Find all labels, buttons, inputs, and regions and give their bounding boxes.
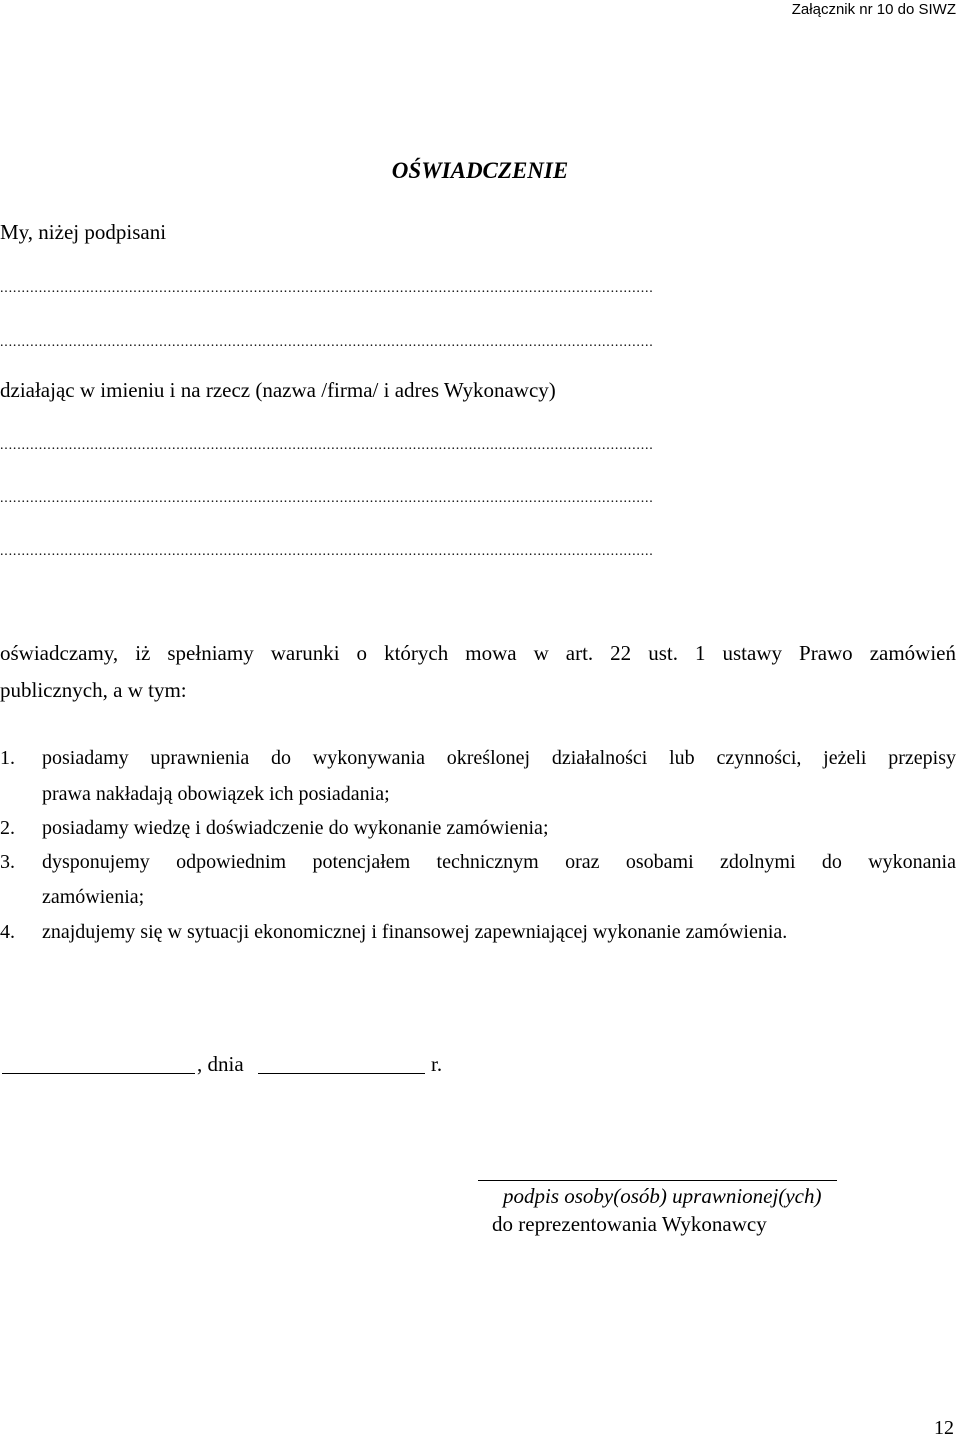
attachment-reference: Załącznik nr 10 do SIWZ [791, 1, 956, 18]
date-suffix: r. [431, 1052, 443, 1076]
page-number: 12 [934, 1417, 954, 1439]
dot-leader-1: ........................................................................................................................................................ [0, 281, 654, 296]
declaration-line-2: publicznych, a w tym: [0, 678, 187, 702]
intro-text: My, niżej podpisani [0, 220, 167, 244]
item-3-number: 3. [0, 851, 15, 873]
date-underline [258, 1073, 425, 1074]
acting-label: działając w imieniu i na rzecz (nazwa /firma/ i adres Wykonawcy) [0, 378, 556, 402]
signature-subcaption: do reprezentowania Wykonawcy [492, 1212, 767, 1236]
item-1-line-1: posiadamy uprawnienia do wykonywania określonej działalności lub czynności, jeżeli przepisy [42, 747, 956, 769]
item-4-number: 4. [0, 921, 15, 943]
item-1-line-2: prawa nakładają obowiązek ich posiadania; [42, 783, 390, 805]
item-2-number: 2. [0, 817, 15, 839]
dot-leader-4: ........................................................................................................................................................ [0, 491, 654, 506]
item-4-line-1: znajdujemy się w sytuacji ekonomicznej i finansowej zapewniającej wykonanie zamówienia. [42, 921, 788, 943]
dot-leader-3: ........................................................................................................................................................ [0, 438, 654, 453]
signature-caption: podpis osoby(osób) uprawnionej(ych) [503, 1184, 822, 1208]
date-label: , dnia [197, 1052, 244, 1076]
dot-leader-2: ........................................................................................................................................................ [0, 335, 654, 350]
document-title: OŚWIADCZENIE [391, 158, 569, 183]
item-1-number: 1. [0, 747, 15, 769]
place-underline [2, 1073, 195, 1074]
dot-leader-5: ........................................................................................................................................................ [0, 544, 654, 559]
item-3-line-1: dysponujemy odpowiednim potencjałem technicznym oraz osobami zdolnymi do wykonania [42, 851, 956, 873]
item-3-line-2: zamówienia; [42, 886, 145, 908]
item-2-line-1: posiadamy wiedzę i doświadczenie do wykonanie zamówienia; [42, 817, 549, 839]
declaration-line-1: oświadczamy, iż spełniamy warunki o których mowa w art. 22 ust. 1 ustawy Prawo zamówień [0, 641, 956, 665]
signature-underline [478, 1180, 837, 1181]
